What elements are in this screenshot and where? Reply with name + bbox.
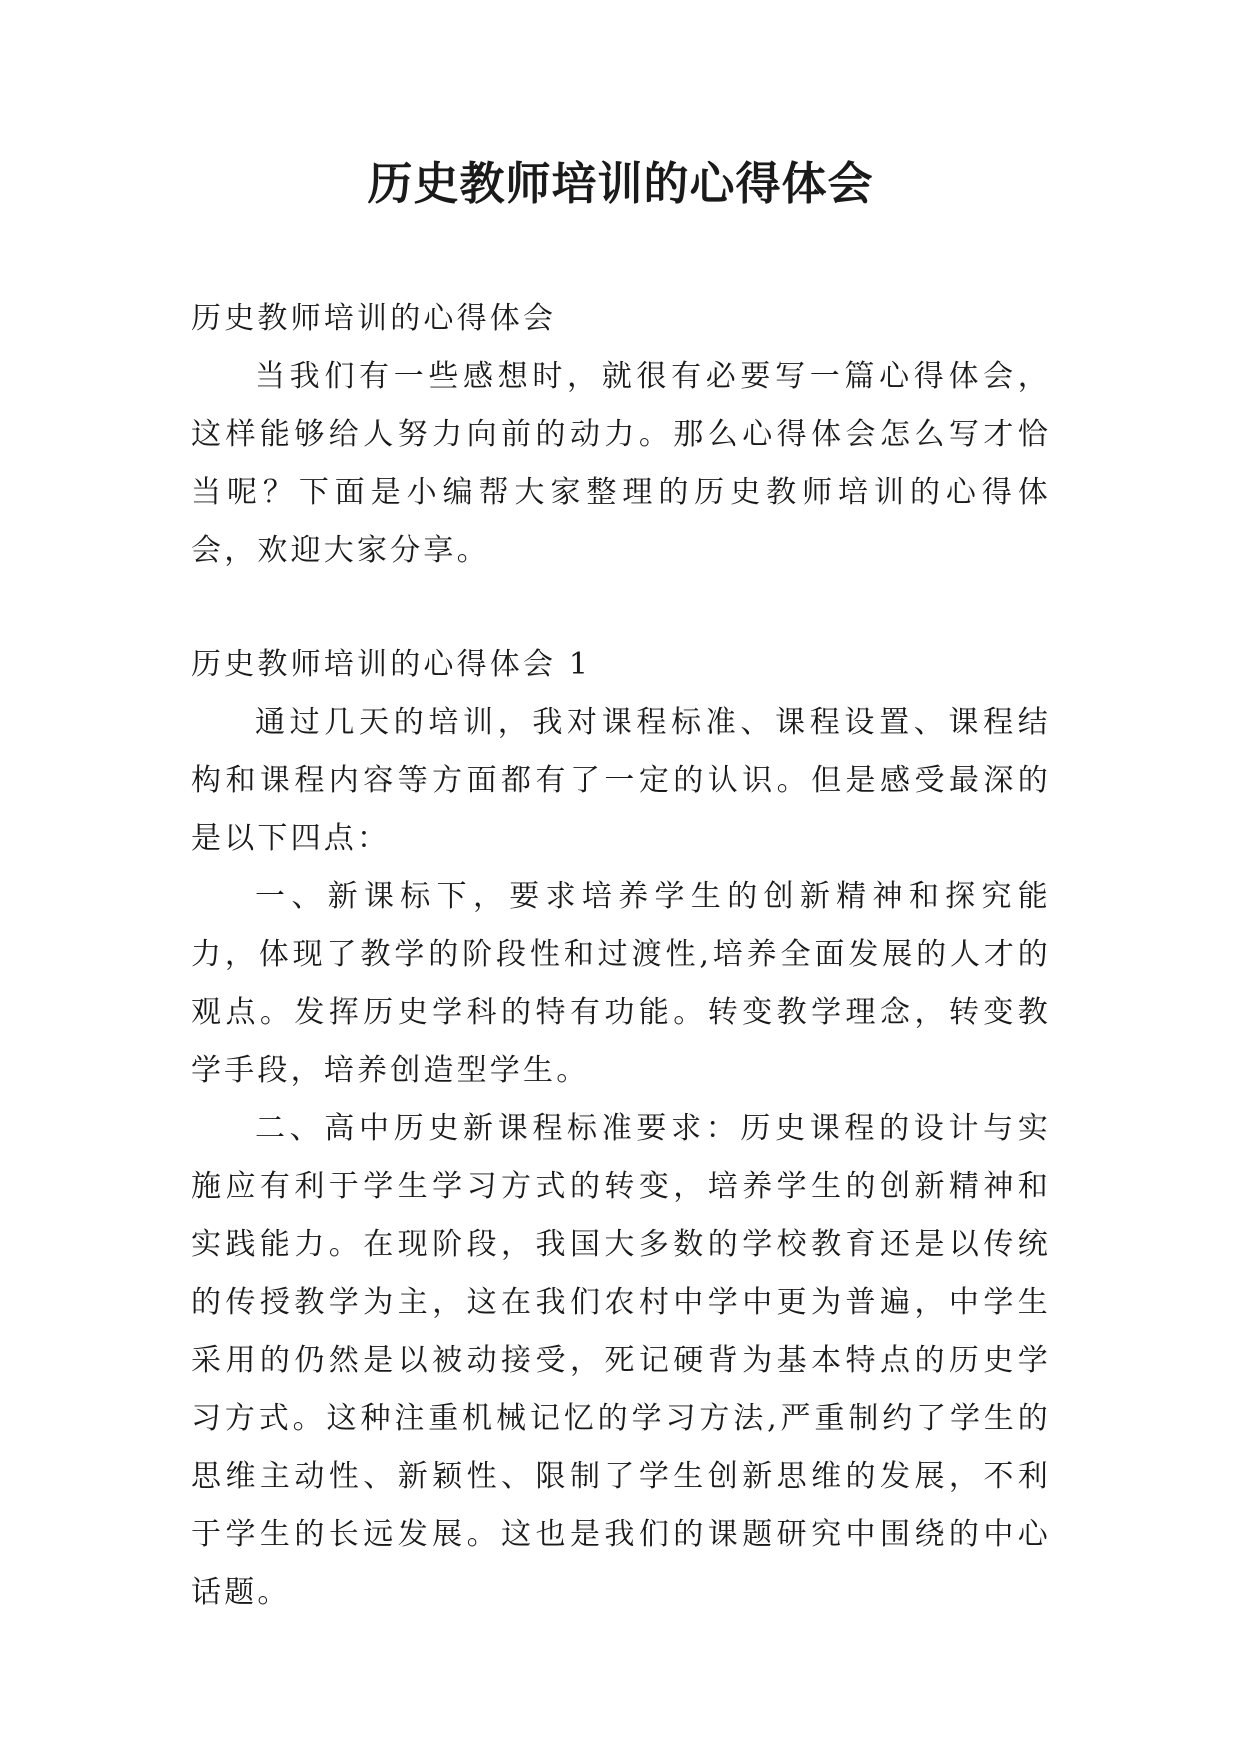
document-title: 历史教师培训的心得体会: [367, 157, 874, 210]
point-one-paragraph: 一、新课标下，要求培养学生的创新精神和探究能力，体现了教学的阶段性和过渡性,培养全面发展的人才的观点。发挥历史学科的特有功能。转变教学理念，转变教学手段，培养创造型学生。: [191, 879, 1051, 1088]
document-subtitle: 历史教师培训的心得体会: [191, 301, 557, 336]
section-1-lead-paragraph: 通过几天的培训，我对课程标准、课程设置、课程结构和课程内容等方面都有了一定的认识。但是感受最深的是以下四点：: [191, 705, 1051, 856]
intro-paragraph: 当我们有一些感想时，就很有必要写一篇心得体会，这样能够给人努力向前的动力。那么心得体会怎么写才恰当呢？下面是小编帮大家整理的历史教师培训的心得体会，欢迎大家分享。: [191, 359, 1051, 568]
section-1-heading: 历史教师培训的心得体会 1: [191, 647, 592, 682]
point-two-paragraph: 二、高中历史新课程标准要求：历史课程的设计与实施应有利于学生学习方式的转变，培养学生的创新精神和实践能力。在现阶段，我国大多数的学校教育还是以传统的传授教学为主，这在我们农村中学中更为普遍，中学生采用的仍然是以被动接受，死记硬背为基本特点的历史学习方式。这种注重机械记忆的学习方法,严重制约了学生的思维主动性、新颖性、限制了学生创新思维的发展，不利于学生的长远发展。这也是我们的课题研究中围绕的中心话题。: [191, 1111, 1051, 1610]
